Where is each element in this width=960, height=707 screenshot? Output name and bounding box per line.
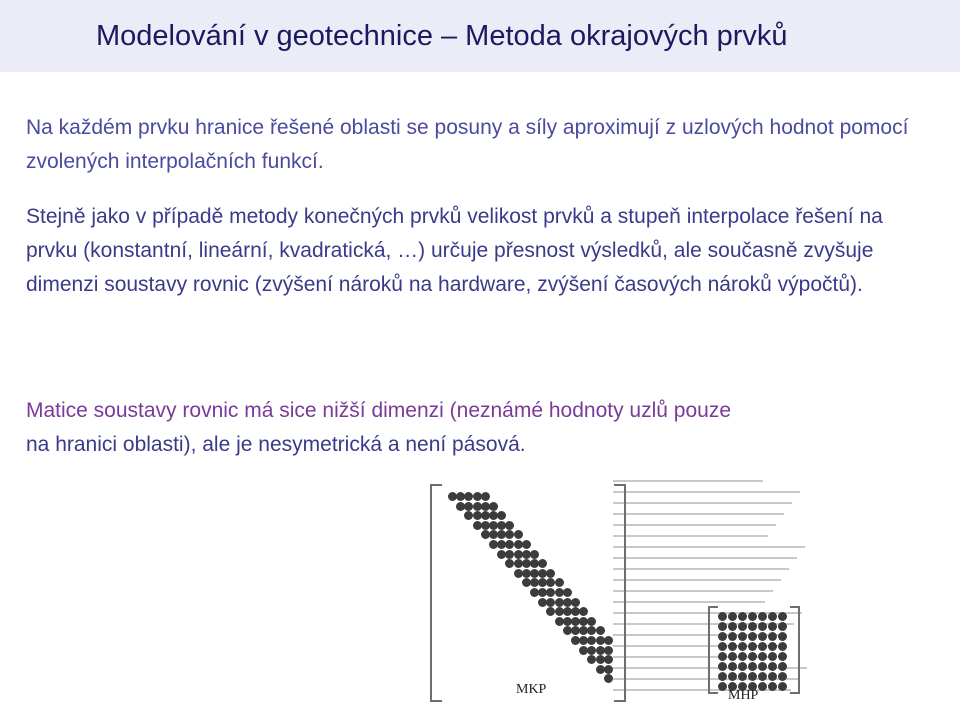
- matrix-dot: [514, 530, 523, 539]
- scan-line: [613, 557, 797, 559]
- matrix-dot: [718, 682, 727, 691]
- matrix-dot: [497, 511, 506, 520]
- matrix-dot: [778, 662, 787, 671]
- matrix-dot: [758, 622, 767, 631]
- scan-line: [613, 491, 800, 493]
- matrix-dot: [738, 672, 747, 681]
- matrix-dot: [718, 652, 727, 661]
- matrix-dot: [768, 632, 777, 641]
- matrix-dot: [481, 492, 490, 501]
- matrix-dot: [748, 642, 757, 651]
- matrix-dot: [728, 612, 737, 621]
- matrix-dot: [748, 622, 757, 631]
- matrix-dot: [718, 642, 727, 651]
- matrix-dot: [738, 652, 747, 661]
- matrix-dot: [748, 672, 757, 681]
- paragraph-element-size: Stejně jako v případě metody konečných prvků velikost prvků a stupeň interpolace řešení na prvku (konstantní, lineární, kvadratická, …) určuje přesnost výsledků, ale současně zvyšuje dimenzi soustavy rovnic (zvýšení nároků na hardware, zvýšení časových nároků výpočtů).: [26, 205, 883, 296]
- scan-line: [613, 601, 765, 603]
- matrix-dot: [604, 655, 613, 664]
- matrix-dot: [728, 642, 737, 651]
- bem-label: MHP: [728, 688, 759, 703]
- scan-line: [613, 513, 784, 515]
- matrix-dot: [758, 612, 767, 621]
- fem-label: MKP: [516, 682, 547, 697]
- matrix-dot: [522, 540, 531, 549]
- matrix-dot: [778, 622, 787, 631]
- scan-line: [613, 535, 768, 537]
- matrix-dot: [587, 617, 596, 626]
- matrix-dot: [728, 662, 737, 671]
- matrix-dot: [718, 672, 727, 681]
- scan-line: [613, 502, 792, 504]
- matrix-dot: [778, 652, 787, 661]
- matrix-dot: [778, 612, 787, 621]
- matrix-dot: [604, 665, 613, 674]
- matrix-dot: [604, 636, 613, 645]
- matrix-dot: [604, 646, 613, 655]
- matrix-dot: [596, 626, 605, 635]
- matrix-dot: [546, 569, 555, 578]
- scan-line: [613, 579, 781, 581]
- matrix-comparison-figure: [418, 470, 810, 707]
- bem-matrix-left-bracket: [708, 606, 718, 694]
- matrix-dot: [768, 642, 777, 651]
- matrix-dot: [538, 559, 547, 568]
- scan-line: [613, 524, 776, 526]
- matrix-dot: [579, 607, 588, 616]
- paragraph-interpolation: Na každém prvku hranice řešené oblasti se posuny a síly aproximují z uzlových hodnot pomocí zvolených interpolačních funkcí.: [26, 116, 909, 173]
- matrix-dot: [718, 662, 727, 671]
- matrix-dot: [728, 622, 737, 631]
- matrix-dot: [718, 622, 727, 631]
- matrix-dot: [768, 622, 777, 631]
- matrix-dot: [555, 578, 564, 587]
- matrix-dot: [738, 622, 747, 631]
- matrix-dot: [530, 550, 539, 559]
- matrix-dot: [758, 672, 767, 681]
- matrix-dot: [768, 682, 777, 691]
- matrix-dot: [758, 662, 767, 671]
- scan-line: [613, 546, 805, 548]
- matrix-line-1: Matice soustavy rovnic má sice nižší dimenzi (neznámé hodnoty uzlů pouze: [26, 399, 731, 422]
- matrix-dot: [778, 672, 787, 681]
- scan-line: [613, 568, 789, 570]
- matrix-dot: [778, 682, 787, 691]
- matrix-dot: [604, 674, 613, 683]
- matrix-dot: [718, 612, 727, 621]
- matrix-dot: [738, 632, 747, 641]
- matrix-dot: [768, 672, 777, 681]
- matrix-dot: [738, 662, 747, 671]
- matrix-line-2: na hranici oblasti), ale je nesymetrická a není pásová.: [26, 433, 526, 456]
- matrix-dot: [748, 652, 757, 661]
- bem-matrix-right-bracket: [790, 606, 800, 694]
- matrix-dot: [748, 612, 757, 621]
- matrix-dot: [758, 642, 767, 651]
- matrix-dot: [489, 502, 498, 511]
- matrix-dot: [748, 632, 757, 641]
- matrix-dot: [778, 632, 787, 641]
- matrix-dot: [778, 642, 787, 651]
- matrix-dot: [758, 682, 767, 691]
- matrix-dot: [748, 662, 757, 671]
- matrix-dot: [738, 642, 747, 651]
- matrix-dot: [738, 612, 747, 621]
- matrix-dot: [728, 652, 737, 661]
- fem-matrix-left-bracket: [430, 484, 442, 702]
- matrix-dot: [571, 598, 580, 607]
- scan-line: [613, 480, 763, 482]
- matrix-dot: [768, 662, 777, 671]
- fem-matrix-right-bracket: [614, 484, 626, 702]
- matrix-dot: [768, 612, 777, 621]
- matrix-dot: [758, 632, 767, 641]
- matrix-dot: [718, 632, 727, 641]
- matrix-dot: [505, 521, 514, 530]
- matrix-dot: [728, 672, 737, 681]
- paragraph-matrix: [26, 394, 946, 462]
- matrix-dot: [768, 652, 777, 661]
- matrix-dot: [758, 652, 767, 661]
- matrix-dot: [728, 632, 737, 641]
- scan-line: [613, 590, 773, 592]
- slide-title: Modelování v geotechnice – Metoda okrajových prvků: [96, 20, 788, 52]
- matrix-dot: [563, 588, 572, 597]
